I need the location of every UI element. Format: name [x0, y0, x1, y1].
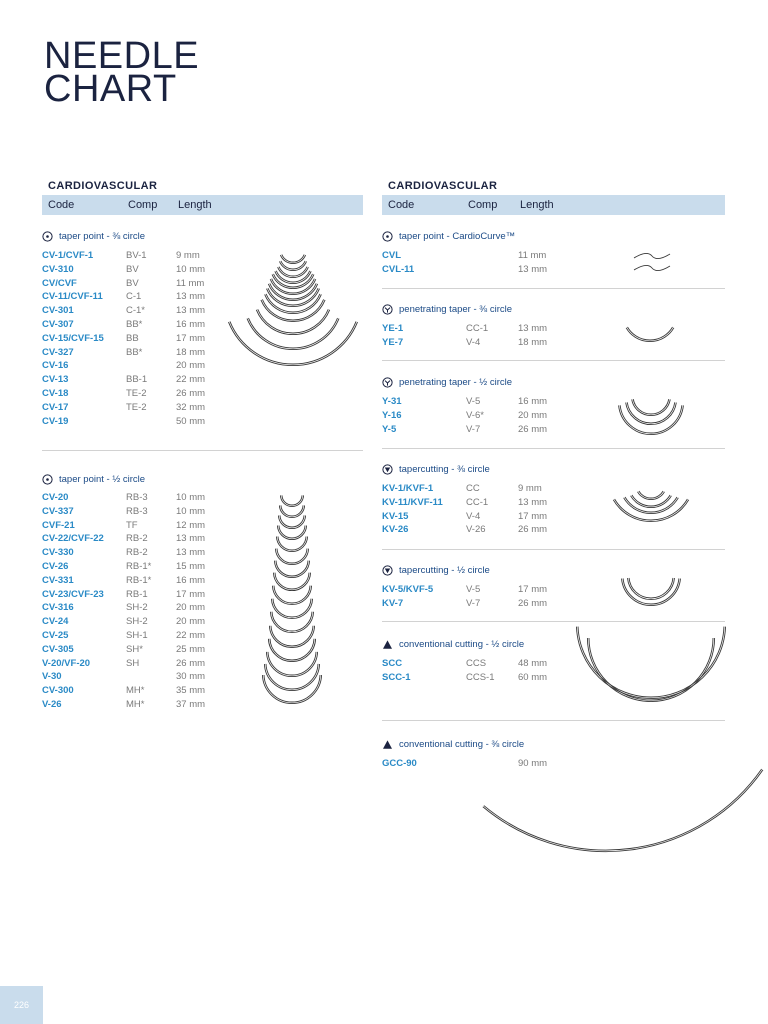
- needle-curve: [627, 327, 672, 340]
- needle-comp: TE-2: [126, 387, 147, 399]
- needle-curve: [282, 254, 304, 262]
- group-title-label: taper point - CardioCurve™: [399, 230, 516, 242]
- needle-length: 16 mm: [518, 396, 548, 407]
- needle-code: CV-331: [42, 574, 74, 586]
- needle-curve: [619, 405, 684, 434]
- needle-code: KV-11/KVF-11: [382, 496, 443, 508]
- needle-curve: [627, 578, 674, 600]
- needle-code: CV-17: [42, 401, 69, 413]
- needle-curve: [266, 652, 317, 677]
- needle-code: V-20/VF-20: [42, 657, 91, 669]
- needle-code: CV-316: [42, 602, 74, 614]
- needle-length: 60 mm: [518, 671, 548, 683]
- needle-code: V-26: [42, 698, 62, 710]
- group-title-label: tapercutting - ½ circle: [399, 564, 490, 576]
- needle-curve: [632, 495, 670, 506]
- needle-code: CV-18: [42, 387, 69, 399]
- needle-length: 13 mm: [518, 496, 548, 508]
- needle-code: CV-25: [42, 629, 69, 641]
- group-title-label: penetrating taper - ½ circle: [399, 376, 513, 388]
- needle-code: CV-307: [42, 318, 74, 330]
- needle-comp: CCS-1: [466, 671, 495, 683]
- needle-comp: CC: [466, 483, 480, 494]
- needle-comp: V-5: [466, 584, 481, 595]
- needle-comp: RB-2: [126, 547, 148, 559]
- needle-length: 26 mm: [518, 524, 548, 536]
- header-comp: Comp: [128, 199, 158, 211]
- needle-curve: [633, 399, 668, 414]
- needle-curve: [634, 265, 670, 270]
- needle-comp: RB-1*: [126, 574, 152, 586]
- needle-length: 37 mm: [176, 698, 206, 710]
- needle-length: 9 mm: [518, 483, 542, 494]
- needle-length: 15 mm: [176, 560, 206, 572]
- needle-code: CV-15/CVF-15: [42, 332, 104, 344]
- title-line-2: CHART: [44, 68, 177, 110]
- needle-code: KV-15: [382, 510, 409, 522]
- needle-length: 20 mm: [176, 602, 206, 614]
- needle-curve: [228, 322, 357, 366]
- needle-comp: BB-1: [126, 374, 148, 386]
- group-title-label: conventional cutting - ⅜ circle: [399, 738, 525, 750]
- needle-length: 16 mm: [176, 318, 206, 330]
- needle-comp: V-4: [466, 336, 481, 348]
- needle-comp: SH-2: [126, 602, 148, 614]
- needle-curve: [484, 769, 762, 850]
- needle-comp: MH*: [126, 698, 145, 710]
- needle-curve: [578, 627, 724, 697]
- needle-length: 26 mm: [518, 597, 548, 609]
- needle-comp: V-4: [466, 510, 481, 522]
- needle-comp: SH-2: [126, 616, 148, 628]
- needle-length: 50 mm: [176, 415, 206, 427]
- needle-length: 26 mm: [518, 423, 548, 435]
- needle-comp: V-7: [466, 597, 481, 609]
- needle-length: 48 mm: [518, 658, 548, 669]
- needle-comp: C-1: [126, 291, 142, 303]
- needle-code: Y-31: [382, 396, 402, 407]
- needle-code: SCC-1: [382, 671, 411, 683]
- needle-code: CV-13: [42, 374, 69, 386]
- needle-code: CVL-11: [382, 263, 415, 275]
- needle-code: GCC-90: [382, 758, 417, 769]
- needle-curve: [268, 652, 316, 675]
- needle-length: 17 mm: [176, 588, 206, 600]
- needle-comp: CC-1: [466, 496, 489, 508]
- needle-length: 13 mm: [518, 323, 548, 334]
- needle-curve: [271, 599, 312, 619]
- needle-code: CV-305: [42, 643, 74, 655]
- needle-code: CV-16: [42, 360, 69, 372]
- header-length: Length: [520, 199, 554, 211]
- needle-comp: C-1*: [126, 305, 146, 317]
- needle-curve: [282, 495, 302, 505]
- needle-curve: [589, 638, 713, 700]
- needle-curve: [270, 612, 313, 633]
- needle-curve: [483, 770, 763, 852]
- needle-length: 90 mm: [518, 758, 548, 769]
- needle-comp: BV: [126, 277, 139, 289]
- needle-length: 11 mm: [518, 250, 547, 261]
- section-title: CARDIOVASCULAR: [48, 180, 158, 192]
- needle-code: CVF-21: [42, 519, 75, 531]
- needle-length: 10 mm: [176, 263, 206, 275]
- needle-curve: [615, 499, 688, 520]
- needle-code: KV-7: [382, 597, 404, 609]
- needle-length: 13 mm: [518, 263, 548, 275]
- group-title-label: conventional cutting - ½ circle: [399, 638, 525, 650]
- needle-comp: SH: [126, 657, 140, 669]
- needle-length: 17 mm: [518, 510, 548, 522]
- needle-length: 32 mm: [176, 401, 206, 413]
- section-title: CARDIOVASCULAR: [388, 180, 498, 192]
- needle-curve: [268, 288, 318, 305]
- needle-length: 26 mm: [176, 657, 206, 669]
- needle-length: 17 mm: [518, 584, 548, 595]
- needle-code: CV-1/CVF-1: [42, 250, 94, 261]
- group-title-label: taper point - ⅜ circle: [59, 230, 146, 242]
- needle-length: 20 mm: [518, 409, 548, 421]
- needle-curve: [269, 626, 314, 648]
- needle-curve: [627, 402, 675, 423]
- needle-comp: V-26: [466, 524, 486, 536]
- needle-curve: [634, 253, 670, 258]
- needle-comp: RB-3: [126, 505, 148, 517]
- header-length: Length: [178, 199, 212, 211]
- needle-curve: [272, 612, 312, 631]
- needle-code: CVL: [382, 250, 401, 261]
- needle-comp: CC-1: [466, 323, 489, 334]
- needle-length: 18 mm: [518, 336, 548, 348]
- needle-length: 16 mm: [176, 574, 206, 586]
- needle-comp: V-7: [466, 423, 481, 435]
- needle-code: CV-11/CVF-11: [42, 291, 103, 303]
- title-line-1: NEEDLE: [44, 35, 200, 77]
- needle-code: SCC: [382, 658, 403, 669]
- needle-curve: [266, 294, 320, 312]
- needle-length: 35 mm: [176, 685, 206, 697]
- header-code: Code: [48, 199, 75, 211]
- needle-length: 17 mm: [176, 332, 206, 344]
- needle-code: CV-300: [42, 685, 74, 697]
- needle-code: CV-24: [42, 616, 69, 628]
- needle-code: CV-23/CVF-23: [42, 588, 104, 600]
- needle-length: 13 mm: [176, 533, 206, 545]
- needle-code: CV-22/CVF-22: [42, 533, 104, 545]
- needle-curve: [626, 328, 674, 342]
- needle-code: KV-1/KVF-1: [382, 483, 434, 494]
- needle-code: CV-327: [42, 346, 74, 358]
- needle-length: 26 mm: [176, 387, 206, 399]
- needle-length: 13 mm: [176, 305, 206, 317]
- needle-length: 22 mm: [176, 374, 206, 386]
- needle-curve: [587, 638, 714, 702]
- needle-curve: [275, 549, 308, 565]
- needle-length: 20 mm: [176, 616, 206, 628]
- needle-code: CV/CVF: [42, 277, 77, 289]
- needle-comp: BV-1: [126, 250, 147, 261]
- needle-comp: RB-3: [126, 492, 148, 503]
- needle-length: 22 mm: [176, 629, 206, 641]
- needle-code: CV-310: [42, 263, 74, 275]
- needle-comp: SH*: [126, 643, 143, 655]
- group-title-label: tapercutting - ⅜ circle: [399, 463, 490, 475]
- needle-curve: [273, 573, 310, 591]
- needle-comp: SH-1: [126, 629, 148, 641]
- needle-length: 10 mm: [176, 492, 206, 503]
- needle-curve: [576, 627, 725, 699]
- needle-comp: V-5: [466, 396, 481, 407]
- needle-length: 11 mm: [176, 277, 205, 289]
- needle-curve: [272, 586, 311, 605]
- needle-length: 13 mm: [176, 291, 206, 303]
- needle-code: CV-301: [42, 305, 74, 317]
- needle-curve: [230, 321, 356, 364]
- needle-comp: BV: [126, 263, 139, 275]
- needle-curve: [271, 626, 313, 646]
- needle-curve: [247, 319, 339, 350]
- needle-comp: RB-2: [126, 533, 148, 545]
- needle-curve: [268, 639, 315, 662]
- needle-code: CV-330: [42, 547, 74, 559]
- needle-code: Y-5: [382, 423, 397, 435]
- needle-code: Y-16: [382, 409, 402, 421]
- needle-length: 9 mm: [176, 250, 200, 261]
- needle-code: CV-26: [42, 560, 69, 572]
- needle-comp: RB-1: [126, 588, 148, 600]
- needle-length: 25 mm: [176, 643, 206, 655]
- needle-comp: RB-1*: [126, 560, 152, 572]
- needle-comp: V-6*: [466, 409, 484, 421]
- needle-comp: MH*: [126, 685, 145, 697]
- needle-curve: [629, 578, 673, 598]
- needle-code: KV-26: [382, 524, 409, 536]
- needle-comp: TF: [126, 519, 138, 531]
- needle-code: V-30: [42, 671, 62, 683]
- needle-length: 12 mm: [176, 519, 206, 531]
- needle-length: 18 mm: [176, 346, 206, 358]
- needle-length: 20 mm: [176, 360, 206, 372]
- page-number: 226: [0, 986, 43, 1024]
- needle-comp: TE-2: [126, 401, 147, 413]
- header-code: Code: [388, 199, 415, 211]
- needle-curve: [264, 675, 320, 702]
- needle-code: CV-337: [42, 505, 74, 517]
- needle-code: KV-5/KVF-5: [382, 584, 434, 595]
- group-title-label: penetrating taper - ⅜ circle: [399, 303, 513, 315]
- needle-comp: BB*: [126, 318, 143, 330]
- needle-length: 10 mm: [176, 505, 206, 517]
- group-title-label: taper point - ½ circle: [59, 473, 146, 485]
- needle-comp: BB: [126, 332, 139, 344]
- needle-length: 30 mm: [176, 671, 206, 683]
- needle-comp: BB*: [126, 346, 143, 358]
- header-comp: Comp: [468, 199, 498, 211]
- needle-code: YE-1: [382, 323, 404, 334]
- needle-curve: [623, 578, 679, 604]
- needle-code: CV-20: [42, 492, 69, 503]
- needle-code: YE-7: [382, 336, 404, 348]
- needle-comp: CCS: [466, 658, 487, 669]
- needle-curve: [258, 309, 328, 333]
- needle-code: CV-19: [42, 415, 69, 427]
- needle-length: 13 mm: [176, 547, 206, 559]
